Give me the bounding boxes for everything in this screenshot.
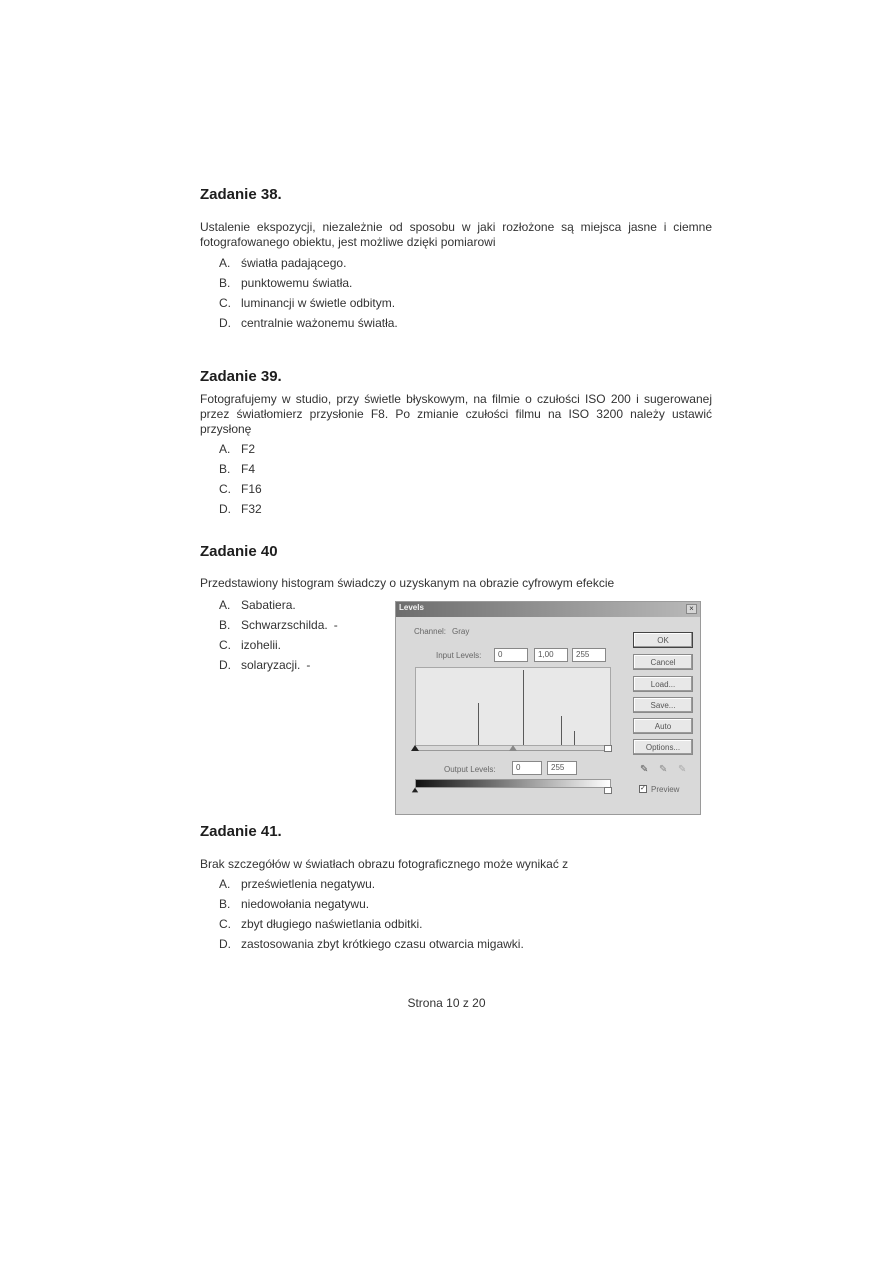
option-text: F2 <box>241 442 256 456</box>
task-39-option-a[interactable] <box>219 439 262 459</box>
task-40-options <box>219 595 338 675</box>
white-eyedropper-icon[interactable]: ✎ <box>678 764 687 775</box>
input-level-black-field[interactable]: 0 <box>494 648 528 662</box>
option-letter: C. <box>219 638 231 652</box>
gray-eyedropper-icon[interactable]: ✎ <box>659 764 668 775</box>
output-gradient-bar <box>415 779 611 788</box>
option-text: luminancji w świetle odbitym. <box>241 296 396 310</box>
task-38-option-a[interactable] <box>219 253 398 273</box>
task-39-options <box>219 439 262 519</box>
gamma-slider[interactable] <box>509 745 517 751</box>
option-text: punktowemu światła. <box>241 276 353 290</box>
histogram-bar <box>561 716 562 745</box>
cancel-button[interactable]: Cancel <box>633 654 693 670</box>
option-letter: B. <box>219 618 231 632</box>
task-38-question: Ustalenie ekspozycji, niezależnie od sposobu w jaki rozłożone są miejsca jasne i ciemne fotografowanego obiektu, jest możliwe dzięki pomiarowi <box>200 220 712 249</box>
task-38-options <box>219 253 398 333</box>
auto-button[interactable]: Auto <box>633 718 693 734</box>
option-letter: D. <box>219 937 231 951</box>
pen-mark: - <box>306 658 311 672</box>
output-black-slider[interactable] <box>412 788 418 793</box>
task-40-title: Zadanie 40 <box>200 543 278 560</box>
task-41-option-d[interactable] <box>219 934 524 954</box>
task-39-question: Fotografujemy w studio, przy świetle błyskowym, na filmie o czułości ISO 200 i sugerowanej przez światłomierz przysłonie F8. Po zmianie czułości filmu na ISO 3200 należy ustawić przysłonę <box>200 392 712 436</box>
task-40-question: Przedstawiony histogram świadczy o uzyskanym na obrazie cyfrowym efekcie <box>200 576 615 590</box>
task-39-option-b[interactable] <box>219 459 262 479</box>
black-point-slider[interactable] <box>411 745 419 751</box>
task-38-option-b[interactable] <box>219 273 398 293</box>
task-41-option-b[interactable] <box>219 894 524 914</box>
ok-button[interactable]: OK <box>633 632 693 648</box>
option-letter: B. <box>219 897 231 911</box>
option-letter: A. <box>219 442 231 456</box>
page-footer: Strona 10 z 20 <box>407 996 486 1010</box>
option-text: Sabatiera. <box>241 598 296 612</box>
option-text: solaryzacji. <box>241 658 301 672</box>
histogram-bar <box>574 731 575 745</box>
input-level-gamma-field[interactable]: 1,00 <box>534 648 568 662</box>
white-point-slider[interactable] <box>604 745 612 752</box>
option-letter: D. <box>219 502 231 516</box>
task-41-question: Brak szczegółów w światłach obrazu fotograficznego może wynikać z <box>200 857 569 871</box>
task-38-option-d[interactable] <box>219 313 398 333</box>
output-level-white-field[interactable]: 255 <box>547 761 577 775</box>
output-white-slider[interactable] <box>604 787 612 794</box>
output-levels-label: Output Levels: <box>444 765 496 774</box>
histogram-bar <box>523 670 524 745</box>
channel-select[interactable]: Gray <box>452 627 470 636</box>
task-41-option-a[interactable] <box>219 874 524 894</box>
black-eyedropper-icon[interactable]: ✎ <box>640 764 649 775</box>
channel-label: Channel: <box>414 627 447 636</box>
option-letter: C. <box>219 296 231 310</box>
preview-label: Preview <box>651 785 680 794</box>
pen-mark: - <box>333 618 338 632</box>
option-letter: C. <box>219 917 231 931</box>
option-text: F32 <box>241 502 262 516</box>
preview-checkbox[interactable]: ✓ <box>640 785 646 792</box>
option-text: Schwarzschilda. <box>241 618 328 632</box>
levels-titlebar[interactable] <box>396 602 700 617</box>
option-text: F16 <box>241 482 262 496</box>
option-text: izohelii. <box>241 638 282 652</box>
option-letter: D. <box>219 658 231 672</box>
load-button[interactable]: Load... <box>633 676 693 692</box>
task-39-option-c[interactable] <box>219 479 262 499</box>
option-letter: B. <box>219 276 231 290</box>
input-levels-label: Input Levels: <box>436 651 482 660</box>
task-40-option-b[interactable] <box>219 615 338 635</box>
task-41-option-c[interactable] <box>219 914 524 934</box>
option-letter: B. <box>219 462 231 476</box>
task-41-title: Zadanie 41. <box>200 823 282 840</box>
task-38-title: Zadanie 38. <box>200 186 282 203</box>
option-text: prześwietlenia negatywu. <box>241 877 376 891</box>
task-39-option-d[interactable] <box>219 499 262 519</box>
option-text: centralnie ważonemu światła. <box>241 316 398 330</box>
output-level-black-field[interactable]: 0 <box>512 761 542 775</box>
task-40-option-a[interactable] <box>219 595 338 615</box>
option-letter: A. <box>219 877 231 891</box>
task-40-option-d[interactable] <box>219 655 338 675</box>
input-level-white-field[interactable]: 255 <box>572 648 606 662</box>
option-text: F4 <box>241 462 256 476</box>
histogram <box>415 667 611 746</box>
task-39-title: Zadanie 39. <box>200 368 282 385</box>
option-text: światła padającego. <box>241 256 347 270</box>
option-letter: D. <box>219 316 231 330</box>
levels-title: Levels <box>399 603 424 612</box>
option-text: zbyt długiego naświetlania odbitki. <box>241 917 423 931</box>
option-text: zastosowania zbyt krótkiego czasu otwarcia migawki. <box>241 937 524 951</box>
task-38-option-c[interactable] <box>219 293 398 313</box>
option-letter: A. <box>219 256 231 270</box>
close-icon[interactable]: × <box>686 604 697 614</box>
option-letter: C. <box>219 482 231 496</box>
task-41-options <box>219 874 524 954</box>
option-text: niedowołania negatywu. <box>241 897 370 911</box>
options-button[interactable]: Options... <box>633 739 693 755</box>
save-button[interactable]: Save... <box>633 697 693 713</box>
option-letter: A. <box>219 598 231 612</box>
histogram-bar <box>478 703 479 745</box>
task-40-option-c[interactable] <box>219 635 338 655</box>
